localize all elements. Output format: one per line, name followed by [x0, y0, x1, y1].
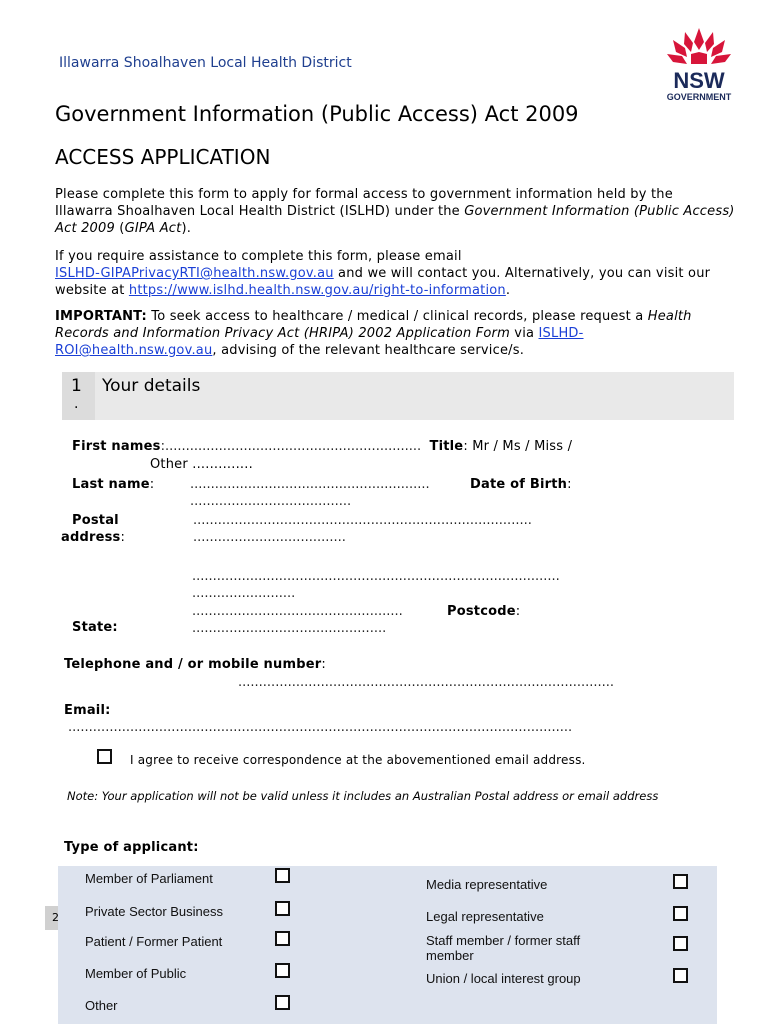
checkbox-media-representative[interactable] — [673, 874, 688, 889]
email-input[interactable]: .......................................................................................................................... — [68, 720, 573, 735]
roi-email-link[interactable]: ISLHD-ROI@health.nsw.gov.au — [55, 326, 584, 358]
first-names-label: First names — [72, 439, 161, 454]
postal-line-1[interactable]: .................................................................................. — [193, 513, 532, 528]
last-name-input[interactable]: .......................................................... — [190, 477, 430, 492]
phone-input[interactable]: ........................................................................................... — [238, 675, 615, 690]
title-other[interactable]: Other .............. — [150, 457, 253, 472]
postal-line-3[interactable]: ......................................................................................... — [192, 569, 560, 584]
checkbox-union[interactable] — [673, 968, 688, 983]
logo-subtext: GOVERNMENT — [666, 92, 732, 102]
checkbox-other[interactable] — [275, 995, 290, 1010]
consent-label: I agree to receive correspondence at the abovementioned email address. — [130, 753, 586, 767]
website-link[interactable]: https://www.islhd.health.nsw.gov.au/right-to-information — [128, 283, 506, 298]
validity-note: Note: Your application will not be valid unless it includes an Australian Postal address or email address — [67, 789, 659, 803]
postal-line-5[interactable]: ................................................... — [192, 604, 403, 619]
address-label: address: — [61, 530, 126, 545]
checkbox-legal-representative[interactable] — [673, 906, 688, 921]
applicant-type-heading: Type of applicant: — [64, 840, 199, 855]
option-patient: Patient / Former Patient — [85, 934, 223, 949]
option-private-sector-business: Private Sector Business — [85, 904, 224, 919]
nsw-government-logo — [658, 24, 740, 106]
intro-paragraph: Please complete this form to apply for formal access to government information held by the Illawarra Shoalhaven Local Health District (ISLHD) under the Government Information (Public Access) Act 2009 (GIPA Act). — [55, 187, 735, 236]
state-input[interactable]: ............................................... — [192, 621, 387, 636]
checkbox-member-of-parliament[interactable] — [275, 868, 290, 883]
postal-label: Postal — [72, 513, 119, 528]
first-names-row — [72, 439, 572, 454]
checkbox-patient[interactable] — [275, 931, 290, 946]
important-paragraph: IMPORTANT: To seek access to healthcare / medical / clinical records, please request a Health Records and Information Privacy Act (HRIPA) 2002 Application Form via ISLHD-ROI@health.nsw.gov.au, advising of the relevant healthcare service/s. — [55, 309, 692, 358]
dob-input[interactable]: ....................................... — [190, 494, 352, 509]
organisation-name: Illawarra Shoalhaven Local Health District — [59, 55, 352, 71]
consent-checkbox[interactable] — [97, 749, 112, 764]
option-legal-representative: Legal representative — [426, 909, 544, 924]
option-other: Other — [85, 998, 118, 1013]
first-names-input[interactable]: :.............................................................. — [160, 439, 422, 454]
state-label: State: — [72, 620, 118, 635]
checkbox-private-sector-business[interactable] — [275, 901, 290, 916]
gipa-email-link[interactable]: ISLHD-GIPAPrivacyRTI@health.nsw.gov.au — [55, 266, 334, 281]
phone-label: Telephone and / or mobile number: — [64, 657, 326, 672]
postal-line-4[interactable]: ......................... — [192, 586, 296, 601]
title-label: Title — [429, 439, 464, 454]
title-options[interactable]: : Mr / Ms / Miss / — [463, 439, 573, 454]
email-label: Email: — [64, 703, 111, 718]
document-subtitle: ACCESS APPLICATION — [55, 145, 271, 169]
side-marker: 2 — [45, 906, 58, 930]
assistance-paragraph: If you require assistance to complete this form, please email ISLHD-GIPAPrivacyRTI@health.nsw.gov.au and we will contact you. Alternatively, you can visit our website at https://www.islhd.health.nsw.gov.au/right-to-information. — [55, 249, 711, 298]
option-staff-member: Staff member / former staff member — [426, 933, 581, 963]
dob-label: Date of Birth: — [470, 477, 572, 492]
postal-line-2[interactable]: ..................................... — [193, 530, 346, 545]
section-number: 1 . — [62, 372, 95, 420]
checkbox-staff-member[interactable] — [673, 936, 688, 951]
option-member-of-public: Member of Public — [85, 966, 187, 981]
section-title: Your details — [102, 376, 201, 396]
option-member-of-parliament: Member of Parliament — [85, 871, 213, 886]
postcode-label: Postcode: — [447, 604, 521, 619]
option-union: Union / local interest group — [426, 971, 581, 986]
option-media-representative: Media representative — [426, 877, 548, 892]
checkbox-member-of-public[interactable] — [275, 963, 290, 978]
waratah-icon — [658, 24, 740, 106]
last-name-label: Last name: — [72, 477, 155, 492]
document-title: Government Information (Public Access) Act 2009 — [55, 102, 579, 126]
logo-text: NSW — [673, 68, 725, 93]
